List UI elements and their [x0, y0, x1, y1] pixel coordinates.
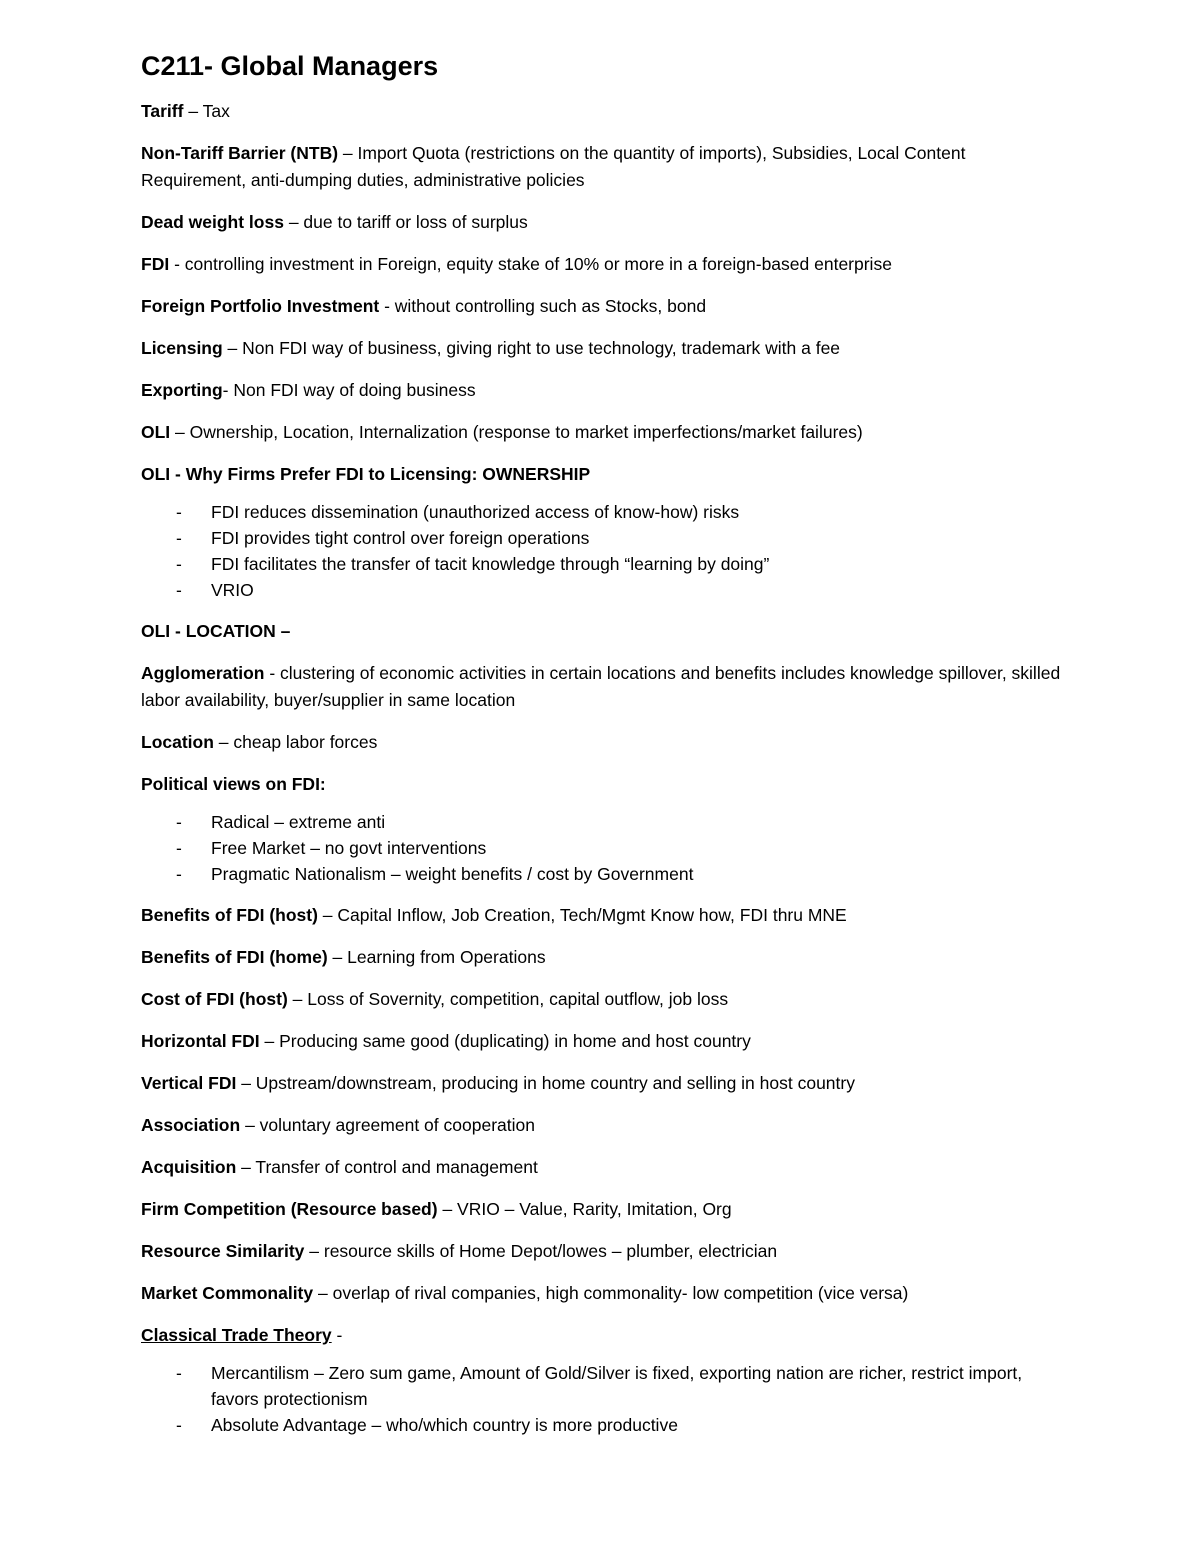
document-content: [141, 48, 1061, 1453]
term-label: Benefits of FDI (home): [141, 947, 328, 967]
term-definition: - clustering of economic activities in certain locations and benefits includes knowledge spillover, skilled labor availability, buyer/supplier in same location: [141, 663, 1061, 710]
entry-association: [141, 1112, 1061, 1139]
term-label: Benefits of FDI (host): [141, 905, 318, 925]
term-label: Resource Similarity: [141, 1241, 305, 1261]
bullet-dash: -: [176, 1415, 182, 1435]
list-item-text: FDI provides tight control over foreign operations: [211, 528, 590, 548]
term-definition: – Tax: [183, 101, 230, 121]
term-definition: – Producing same good (duplicating) in home and host country: [259, 1031, 751, 1051]
bullet-dash: -: [176, 580, 182, 600]
bullet-dash: -: [176, 864, 182, 884]
section-heading-oli-ownership: OLI - Why Firms Prefer FDI to Licensing: OWNERSHIP: [141, 464, 591, 484]
section-heading-classical-trade-theory: [141, 1322, 1061, 1349]
term-label: Dead weight loss: [141, 212, 284, 232]
entry-market-commonality: [141, 1280, 1061, 1307]
list-item: [141, 809, 1061, 835]
term-definition: – Capital Inflow, Job Creation, Tech/Mgmt Know how, FDI thru MNE: [317, 905, 847, 925]
term-label: Firm Competition (Resource based): [141, 1199, 438, 1219]
list-political-views: [141, 809, 1061, 887]
entry-oli: [141, 419, 1061, 446]
term-definition: - controlling investment in Foreign, equity stake of 10% or more in a foreign-based enterprise: [169, 254, 892, 274]
bullet-dash: -: [176, 554, 182, 574]
entry-benefits-host: [141, 902, 1061, 929]
list-item: [141, 1360, 1061, 1412]
term-label: Vertical FDI: [141, 1073, 237, 1093]
bullet-dash: -: [176, 838, 182, 858]
term-label: Tariff: [141, 101, 184, 121]
term-definition: – Import Quota (restrictions on the quantity of imports), Subsidies, Local Content Requirement, anti-dumping duties, administrative policies: [141, 143, 966, 190]
term-label: Exporting: [141, 380, 223, 400]
entry-cost-host: [141, 986, 1061, 1013]
list-item: [141, 835, 1061, 861]
list-item-text: FDI reduces dissemination (unauthorized access of know-how) risks: [211, 502, 740, 522]
term-label: Classical Trade Theory: [141, 1325, 332, 1345]
entry-horizontal-fdi: [141, 1028, 1061, 1055]
term-definition: – due to tariff or loss of surplus: [283, 212, 528, 232]
entry-foreign-portfolio-investment: [141, 293, 1061, 320]
term-definition: – cheap labor forces: [213, 732, 378, 752]
term-definition: – Learning from Operations: [327, 947, 546, 967]
term-label: FDI: [141, 254, 170, 274]
section-heading-oli-location: OLI - LOCATION –: [141, 621, 291, 641]
term-label: Foreign Portfolio Investment: [141, 296, 380, 316]
list-item: [141, 861, 1061, 887]
list-item: [141, 499, 1061, 525]
term-definition: – VRIO – Value, Rarity, Imitation, Org: [437, 1199, 732, 1219]
entry-exporting: [141, 377, 1061, 404]
list-item-text: Mercantilism – Zero sum game, Amount of Gold/Silver is fixed, exporting nation are richer, restrict import, favors protectionism: [211, 1363, 1023, 1409]
term-definition: - Non FDI way of doing business: [222, 380, 476, 400]
term-definition: – Ownership, Location, Internalization (response to market imperfections/market failures): [170, 422, 863, 442]
term-definition: - without controlling such as Stocks, bond: [379, 296, 707, 316]
entry-vertical-fdi: [141, 1070, 1061, 1097]
term-label: Acquisition: [141, 1157, 237, 1177]
bullet-dash: -: [176, 812, 182, 832]
list-item: [141, 1412, 1061, 1438]
term-label: Market Commonality: [141, 1283, 314, 1303]
bullet-dash: -: [176, 528, 182, 548]
section-heading-political-views: Political views on FDI:: [141, 774, 326, 794]
list-item: [141, 577, 1061, 603]
term-label: Licensing: [141, 338, 223, 358]
term-label: Horizontal FDI: [141, 1031, 260, 1051]
list-classical-trade-theory: [141, 1360, 1061, 1438]
term-definition: – Upstream/downstream, producing in home country and selling in host country: [236, 1073, 855, 1093]
entry-licensing: [141, 335, 1061, 362]
term-definition: -: [331, 1325, 343, 1345]
list-item-text: Pragmatic Nationalism – weight benefits / cost by Government: [211, 864, 694, 884]
entry-agglomeration: [141, 660, 1061, 714]
entry-dead-weight-loss: [141, 209, 1061, 236]
list-item-text: FDI facilitates the transfer of tacit knowledge through “learning by doing”: [211, 554, 770, 574]
list-item-text: VRIO: [211, 580, 254, 600]
term-definition: – Transfer of control and management: [236, 1157, 538, 1177]
list-item: [141, 525, 1061, 551]
term-label: Cost of FDI (host): [141, 989, 288, 1009]
entry-resource-similarity: [141, 1238, 1061, 1265]
entry-fdi: [141, 251, 1061, 278]
entry-firm-competition: [141, 1196, 1061, 1223]
entry-location: [141, 729, 1061, 756]
term-label: OLI: [141, 422, 171, 442]
entry-acquisition: [141, 1154, 1061, 1181]
term-label: Non-Tariff Barrier (NTB): [141, 143, 339, 163]
term-label: Agglomeration: [141, 663, 265, 683]
term-definition: – overlap of rival companies, high commonality- low competition (vice versa): [313, 1283, 909, 1303]
entry-ntb: [141, 140, 1061, 194]
entry-tariff: [141, 98, 1061, 125]
list-oli-ownership: [141, 499, 1061, 603]
term-definition: – Loss of Sovernity, competition, capital outflow, job loss: [287, 989, 729, 1009]
term-definition: – resource skills of Home Depot/lowes – plumber, electrician: [304, 1241, 778, 1261]
list-item-text: Radical – extreme anti: [211, 812, 386, 832]
bullet-dash: -: [176, 502, 182, 522]
term-label: Association: [141, 1115, 241, 1135]
term-definition: – voluntary agreement of cooperation: [240, 1115, 535, 1135]
term-definition: – Non FDI way of business, giving right to use technology, trademark with a fee: [222, 338, 841, 358]
list-item-text: Absolute Advantage – who/which country is more productive: [211, 1415, 678, 1435]
term-label: Location: [141, 732, 214, 752]
bullet-dash: -: [176, 1363, 182, 1383]
entry-benefits-home: [141, 944, 1061, 971]
document-title: C211- Global Managers: [141, 51, 439, 81]
list-item-text: Free Market – no govt interventions: [211, 838, 487, 858]
list-item: [141, 551, 1061, 577]
